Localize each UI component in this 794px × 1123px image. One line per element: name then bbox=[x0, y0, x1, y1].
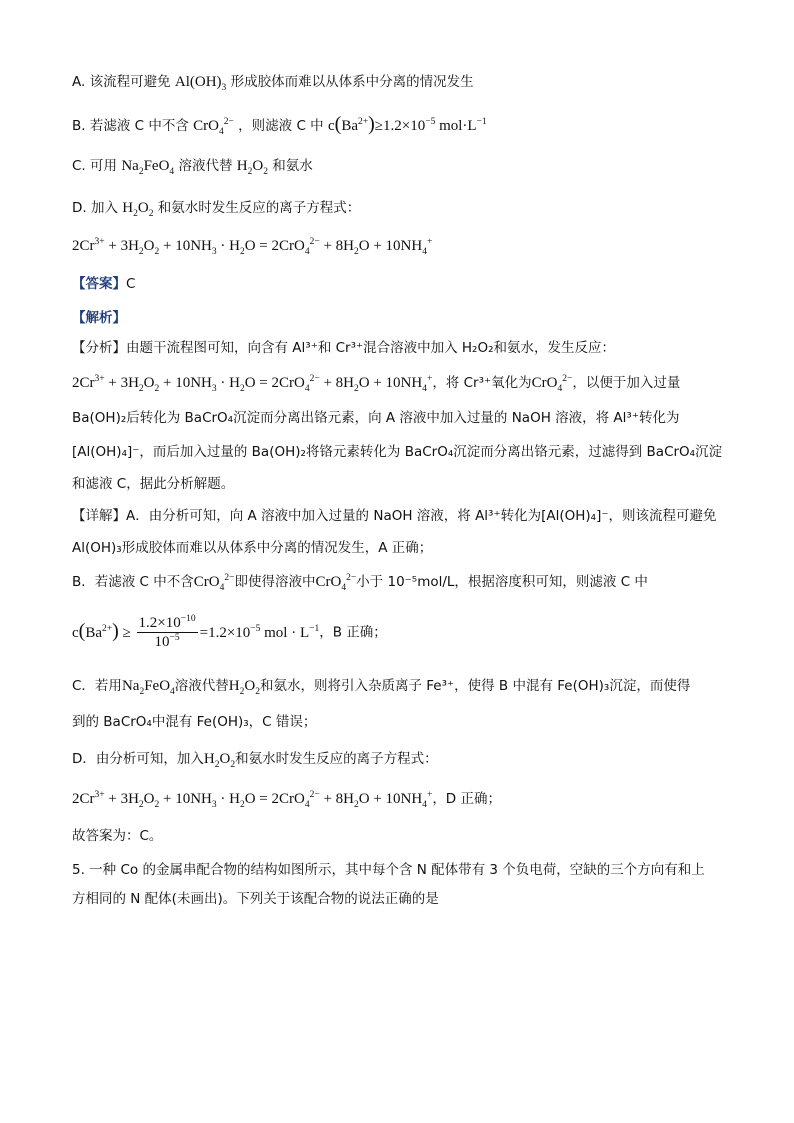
xiangjie-b-line-1: B．若滤液 C 中不含CrO$_4^{2-}$即使得溶液中CrO$_4^{2-}$小于 10⁻⁵mol/L，根据溶度积可知，则滤液 C 中 bbox=[72, 573, 648, 593]
answer-tag: 【答案】 bbox=[72, 276, 126, 292]
answer-line bbox=[72, 274, 135, 294]
formula-aloh3: $Al(OH)_3$ bbox=[174, 74, 227, 93]
formula-ba-concentration: $c(Ba^{2+})\ge 1.2\times 10^{-5}$ $mol\cdot L^{-1}$ bbox=[327, 113, 487, 135]
xiangjie-d-line-1: D．由分析可知，加入$H_2O_2$和氨水时发生反应的离子方程式： bbox=[72, 751, 438, 770]
answer-value: C bbox=[126, 276, 136, 292]
fenxi-line-3: Ba(OH)₂后转化为 BaCrO₄沉淀而分离出铬元素，向 A 溶液中加入过量的 NaOH 溶液，将 Al³⁺转化为 bbox=[72, 410, 680, 426]
formula-h2o2: $H_2O_2$ bbox=[236, 158, 268, 177]
xiangjie-d-equation: $2Cr^{3+} + 3H_2O_2 + 10NH_3 \cdot H_2O = 2CrO_4^{2-} + 8H_2O + 10NH_4^+$，D 正确； bbox=[72, 790, 501, 810]
option-a: A. 该流程可避免 $Al(OH)_3$ 形成胶体而难以从体系中分离的情况发生 bbox=[72, 74, 474, 93]
equation-d: $2Cr^{3+} + 3H_2O_2 + 10NH_3 \cdot H_2O = 2CrO_4^{2-} + 8H_2O + 10NH_4^+$ bbox=[72, 237, 433, 257]
option-c: C. 可用 $Na_2FeO_4$ 溶液代替 $H_2O_2$ 和氨水 bbox=[72, 158, 313, 177]
option-b: B. 若滤液 C 中不含 CrO$_4^{2-}$ ，则滤液 C 中 $c(Ba^{2+})\ge 1.2\times 10^{-5}$ $mol\cdot L^{-1}$ bbox=[72, 113, 487, 137]
fenxi-line-2: $2Cr^{3+} + 3H_2O_2 + 10NH_3 \cdot H_2O = 2CrO_4^{2-} + 8H_2O + 10NH_4^+$，将 Cr³⁺氧化为CrO$_4^{2-}$，以便于加入过量 bbox=[72, 374, 681, 394]
xiangjie-c-line-2: 到的 BaCrO₄中混有 Fe(OH)₃，C 错误； bbox=[72, 714, 317, 730]
fenxi-line-5: 和滤液 C，据此分析解题。 bbox=[72, 476, 235, 492]
xiangjie-b-line-2: $c(Ba^{2+})$ ≥ $\frac{1.2\times 10^{-10}}{10^{-5}}$ $=1.2\times 10^{-5}$ mol · $L^{-1}$，B 正确； bbox=[72, 614, 387, 650]
question-5-line-1: 5. 一种 Co 的金属串配合物的结构如图所示，其中每个含 N 配体带有 3 个负电荷，空缺的三个方向有和上 bbox=[72, 862, 705, 878]
formula-cro4: CrO$_4^{2-}$ bbox=[193, 117, 234, 137]
formula-na2feo4: $Na_2FeO_4$ bbox=[121, 158, 175, 177]
formula-h2o2: $H_2O_2$ bbox=[122, 200, 154, 219]
option-d: D. 加入 $H_2O_2$ 和氨水时发生反应的离子方程式： bbox=[72, 200, 361, 219]
ksp-fraction: $\frac{1.2\times 10^{-10}}{10^{-5}}$ bbox=[138, 614, 196, 650]
xiangjie-c-line-1: C．若用$Na_2FeO_4$溶液代替$H_2O_2$和氨水，则将引入杂质离子 Fe³⁺，使得 B 中混有 Fe(OH)₃沉淀，而使得 bbox=[72, 678, 691, 697]
xiangjie-line-2: Al(OH)₃形成胶体而难以从体系中分离的情况发生，A 正确； bbox=[72, 540, 433, 556]
analysis-heading: 【解析】 bbox=[72, 310, 126, 326]
fenxi-line-1: 【分析】由题干流程图可知，向含有 Al³⁺和 Cr³⁺混合溶液中加入 H₂O₂和氨水，发生反应： bbox=[72, 340, 616, 356]
xiangjie-line-1: 【详解】A．由分析可知，向 A 溶液中加入过量的 NaOH 溶液，将 Al³⁺转化为[Al(OH)₄]⁻，则该流程可避免 bbox=[72, 508, 717, 524]
question-5-line-2: 方相同的 N 配体(未画出)。下列关于该配合物的说法正确的是 bbox=[72, 891, 439, 907]
fenxi-line-4: [Al(OH)₄]⁻，而后加入过量的 Ba(OH)₂将铬元素转化为 BaCrO₄沉淀而分离出铬元素，过滤得到 BaCrO₄沉淀 bbox=[72, 444, 723, 460]
conclusion: 故答案为：C。 bbox=[72, 828, 163, 844]
